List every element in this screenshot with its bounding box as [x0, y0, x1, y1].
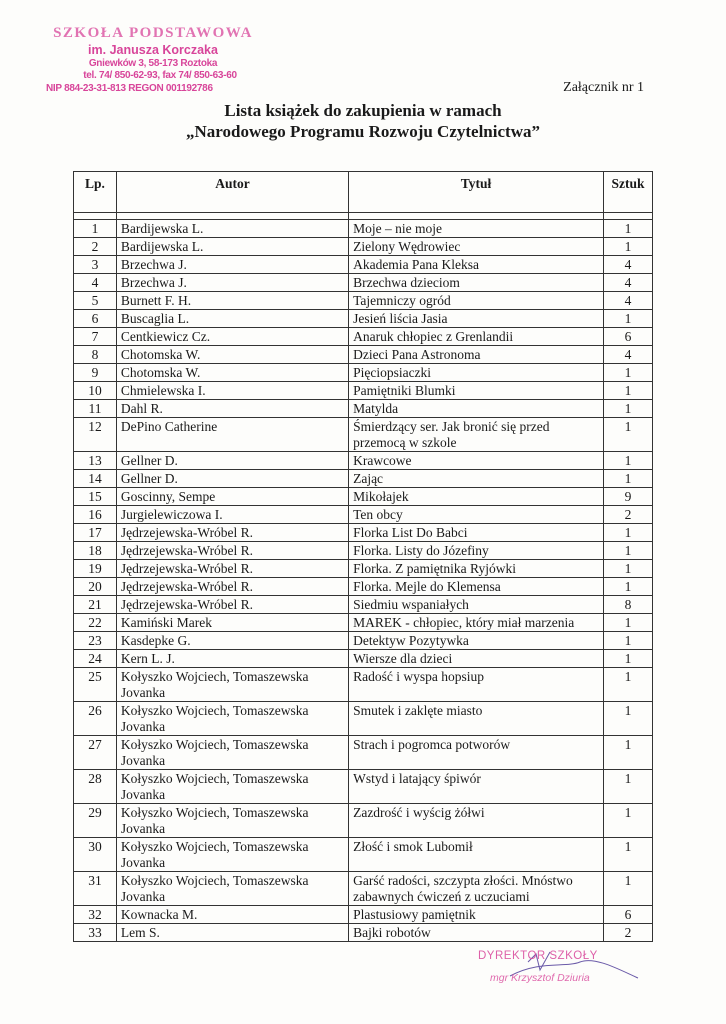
- cell-qty: 1: [604, 524, 653, 542]
- table-row: [74, 702, 653, 736]
- table-row: [74, 770, 653, 804]
- cell-title: Florka. Mejle do Klemensa: [349, 578, 604, 596]
- cell-qty: 1: [604, 418, 653, 452]
- title-line-1: Lista książek do zakupienia w ramach: [224, 101, 502, 120]
- cell-author: Brzechwa J.: [116, 256, 348, 274]
- cell-qty: 1: [604, 578, 653, 596]
- stamp-ids: NIP 884-23-31-813 REGON 001192786: [46, 82, 213, 94]
- cell-lp: 4: [74, 274, 117, 292]
- cell-qty: 1: [604, 400, 653, 418]
- document-title: [0, 100, 726, 142]
- cell-author: Chotomska W.: [116, 364, 348, 382]
- cell-author: Kołyszko Wojciech, Tomaszewska Jovanka: [116, 668, 348, 702]
- table-row: [74, 400, 653, 418]
- cell-title: Wiersze dla dzieci: [349, 650, 604, 668]
- cell-title: Jesień liścia Jasia: [349, 310, 604, 328]
- cell-author: Goscinny, Sempe: [116, 488, 348, 506]
- cell-author: Jędrzejewska-Wróbel R.: [116, 560, 348, 578]
- cell-qty: 1: [604, 702, 653, 736]
- cell-lp: 2: [74, 238, 117, 256]
- signature-name: mgr Krzysztof Dziuria: [490, 972, 590, 984]
- table-row: [74, 668, 653, 702]
- cell-author: Buscaglia L.: [116, 310, 348, 328]
- cell-qty: 1: [604, 310, 653, 328]
- table-row: [74, 220, 653, 238]
- header-lp: Lp.: [74, 172, 117, 213]
- cell-qty: 8: [604, 596, 653, 614]
- cell-qty: 1: [604, 470, 653, 488]
- cell-title: Zielony Wędrowiec: [349, 238, 604, 256]
- cell-qty: 1: [604, 364, 653, 382]
- cell-author: Kasdepke G.: [116, 632, 348, 650]
- cell-qty: 1: [604, 770, 653, 804]
- cell-title: Radość i wyspa hopsiup: [349, 668, 604, 702]
- table-row: [74, 274, 653, 292]
- cell-lp: 28: [74, 770, 117, 804]
- signature-role: DYREKTOR SZKOŁY: [478, 950, 598, 962]
- table-row: [74, 838, 653, 872]
- table-row: [74, 256, 653, 274]
- table-row: [74, 488, 653, 506]
- cell-author: Jędrzejewska-Wróbel R.: [116, 596, 348, 614]
- cell-title: Ten obcy: [349, 506, 604, 524]
- cell-lp: 24: [74, 650, 117, 668]
- cell-author: Bardijewska L.: [116, 238, 348, 256]
- table-row: [74, 364, 653, 382]
- cell-author: Chmielewska I.: [116, 382, 348, 400]
- stamp-school-name: SZKOŁA PODSTAWOWA: [53, 25, 253, 41]
- cell-lp: 23: [74, 632, 117, 650]
- cell-title: Wstyd i latający śpiwór: [349, 770, 604, 804]
- cell-title: Zając: [349, 470, 604, 488]
- cell-title: Śmierdzący ser. Jak bronić się przed przemocą w szkole: [349, 418, 604, 452]
- cell-lp: 6: [74, 310, 117, 328]
- cell-title: Florka. Listy do Józefiny: [349, 542, 604, 560]
- cell-lp: 22: [74, 614, 117, 632]
- cell-title: Florka List Do Babci: [349, 524, 604, 542]
- cell-qty: 1: [604, 668, 653, 702]
- table-row: [74, 804, 653, 838]
- cell-author: Dahl R.: [116, 400, 348, 418]
- table-row: [74, 924, 653, 942]
- books-table: [73, 171, 653, 942]
- cell-author: Gellner D.: [116, 470, 348, 488]
- cell-lp: 21: [74, 596, 117, 614]
- cell-author: Jędrzejewska-Wróbel R.: [116, 524, 348, 542]
- cell-qty: 1: [604, 452, 653, 470]
- cell-author: Jędrzejewska-Wróbel R.: [116, 542, 348, 560]
- table-row: [74, 542, 653, 560]
- cell-lp: 18: [74, 542, 117, 560]
- cell-author: Kołyszko Wojciech, Tomaszewska Jovanka: [116, 702, 348, 736]
- table-row: [74, 452, 653, 470]
- cell-title: Strach i pogromca potworów: [349, 736, 604, 770]
- cell-title: Tajemniczy ogród: [349, 292, 604, 310]
- cell-author: DePino Catherine: [116, 418, 348, 452]
- table-row: [74, 614, 653, 632]
- table-header-row: [74, 172, 653, 213]
- cell-author: Jurgielewiczowa I.: [116, 506, 348, 524]
- cell-qty: 1: [604, 220, 653, 238]
- cell-title: Matylda: [349, 400, 604, 418]
- cell-title: Moje – nie moje: [349, 220, 604, 238]
- cell-author: Kołyszko Wojciech, Tomaszewska Jovanka: [116, 736, 348, 770]
- cell-title: Pamiętniki Blumki: [349, 382, 604, 400]
- cell-qty: 4: [604, 346, 653, 364]
- cell-lp: 5: [74, 292, 117, 310]
- cell-author: Burnett F. H.: [116, 292, 348, 310]
- cell-lp: 16: [74, 506, 117, 524]
- cell-qty: 4: [604, 256, 653, 274]
- cell-qty: 1: [604, 736, 653, 770]
- cell-title: MAREK - chłopiec, który miał marzenia: [349, 614, 604, 632]
- cell-title: Złość i smok Lubomił: [349, 838, 604, 872]
- header-qty: Sztuk: [604, 172, 653, 213]
- cell-title: Plastusiowy pamiętnik: [349, 906, 604, 924]
- director-signature-stamp: [470, 940, 640, 1000]
- cell-lp: 14: [74, 470, 117, 488]
- cell-title: Detektyw Pozytywka: [349, 632, 604, 650]
- cell-lp: 26: [74, 702, 117, 736]
- cell-qty: 4: [604, 274, 653, 292]
- cell-title: Florka. Z pamiętnika Ryjówki: [349, 560, 604, 578]
- cell-qty: 1: [604, 614, 653, 632]
- cell-lp: 9: [74, 364, 117, 382]
- cell-qty: 1: [604, 838, 653, 872]
- cell-qty: 6: [604, 328, 653, 346]
- cell-title: Akademia Pana Kleksa: [349, 256, 604, 274]
- cell-author: Gellner D.: [116, 452, 348, 470]
- cell-author: Brzechwa J.: [116, 274, 348, 292]
- table-row: [74, 238, 653, 256]
- cell-lp: 11: [74, 400, 117, 418]
- cell-lp: 12: [74, 418, 117, 452]
- cell-title: Siedmiu wspaniałych: [349, 596, 604, 614]
- cell-author: Kamiński Marek: [116, 614, 348, 632]
- table-row: [74, 560, 653, 578]
- table-row: [74, 736, 653, 770]
- table-row: [74, 346, 653, 364]
- table-spacer-row: [74, 213, 653, 220]
- cell-lp: 30: [74, 838, 117, 872]
- table-row: [74, 382, 653, 400]
- cell-lp: 20: [74, 578, 117, 596]
- table-row: [74, 292, 653, 310]
- cell-author: Kern L. J.: [116, 650, 348, 668]
- table-row: [74, 470, 653, 488]
- cell-title: Krawcowe: [349, 452, 604, 470]
- header-author: Autor: [116, 172, 348, 213]
- cell-qty: 1: [604, 632, 653, 650]
- table-row: [74, 418, 653, 452]
- cell-qty: 1: [604, 542, 653, 560]
- cell-qty: 1: [604, 872, 653, 906]
- cell-lp: 13: [74, 452, 117, 470]
- cell-qty: 1: [604, 650, 653, 668]
- cell-qty: 1: [604, 560, 653, 578]
- signature-scribble-icon: [470, 940, 640, 1000]
- cell-author: Centkiewicz Cz.: [116, 328, 348, 346]
- cell-qty: 1: [604, 238, 653, 256]
- cell-lp: 29: [74, 804, 117, 838]
- cell-author: Jędrzejewska-Wróbel R.: [116, 578, 348, 596]
- cell-lp: 15: [74, 488, 117, 506]
- cell-author: Chotomska W.: [116, 346, 348, 364]
- cell-lp: 33: [74, 924, 117, 942]
- table-row: [74, 506, 653, 524]
- cell-title: Mikołajek: [349, 488, 604, 506]
- stamp-patron: im. Janusza Korczaka: [88, 42, 218, 57]
- cell-lp: 1: [74, 220, 117, 238]
- header-title: Tytuł: [349, 172, 604, 213]
- cell-author: Bardijewska L.: [116, 220, 348, 238]
- cell-title: Dzieci Pana Astronoma: [349, 346, 604, 364]
- cell-qty: 1: [604, 382, 653, 400]
- cell-author: Kownacka M.: [116, 906, 348, 924]
- cell-qty: 6: [604, 906, 653, 924]
- cell-lp: 31: [74, 872, 117, 906]
- cell-author: Kołyszko Wojciech, Tomaszewska Jovanka: [116, 872, 348, 906]
- cell-title: Zazdrość i wyścig żółwi: [349, 804, 604, 838]
- table-row: [74, 596, 653, 614]
- cell-qty: 1: [604, 804, 653, 838]
- table-row: [74, 524, 653, 542]
- cell-author: Kołyszko Wojciech, Tomaszewska Jovanka: [116, 804, 348, 838]
- title-line-2: „Narodowego Programu Rozwoju Czytelnictwa”: [186, 122, 540, 141]
- cell-title: Garść radości, szczypta złości. Mnóstwo zabawnych ćwiczeń z uczuciami: [349, 872, 604, 906]
- table-row: [74, 650, 653, 668]
- cell-lp: 19: [74, 560, 117, 578]
- stamp-phone: tel. 74/ 850-62-93, fax 74/ 850-63-60: [83, 70, 237, 82]
- cell-lp: 7: [74, 328, 117, 346]
- cell-title: Anaruk chłopiec z Grenlandii: [349, 328, 604, 346]
- table-row: [74, 328, 653, 346]
- cell-title: Pięciopsiaczki: [349, 364, 604, 382]
- school-stamp: [38, 26, 268, 94]
- table-body: [74, 213, 653, 942]
- cell-lp: 8: [74, 346, 117, 364]
- cell-title: Smutek i zaklęte miasto: [349, 702, 604, 736]
- cell-author: Kołyszko Wojciech, Tomaszewska Jovanka: [116, 770, 348, 804]
- cell-qty: 9: [604, 488, 653, 506]
- cell-lp: 32: [74, 906, 117, 924]
- cell-lp: 3: [74, 256, 117, 274]
- cell-qty: 2: [604, 506, 653, 524]
- table-row: [74, 310, 653, 328]
- cell-qty: 2: [604, 924, 653, 942]
- cell-lp: 27: [74, 736, 117, 770]
- cell-title: Brzechwa dzieciom: [349, 274, 604, 292]
- cell-lp: 17: [74, 524, 117, 542]
- cell-qty: 4: [604, 292, 653, 310]
- table-row: [74, 578, 653, 596]
- table-row: [74, 872, 653, 906]
- table-row: [74, 632, 653, 650]
- cell-author: Kołyszko Wojciech, Tomaszewska Jovanka: [116, 838, 348, 872]
- cell-lp: 25: [74, 668, 117, 702]
- cell-title: Bajki robotów: [349, 924, 604, 942]
- cell-lp: 10: [74, 382, 117, 400]
- annex-label: Załącznik nr 1: [563, 80, 644, 95]
- table-row: [74, 906, 653, 924]
- stamp-address: Gniewków 3, 58-173 Roztoka: [88, 57, 218, 69]
- cell-author: Lem S.: [116, 924, 348, 942]
